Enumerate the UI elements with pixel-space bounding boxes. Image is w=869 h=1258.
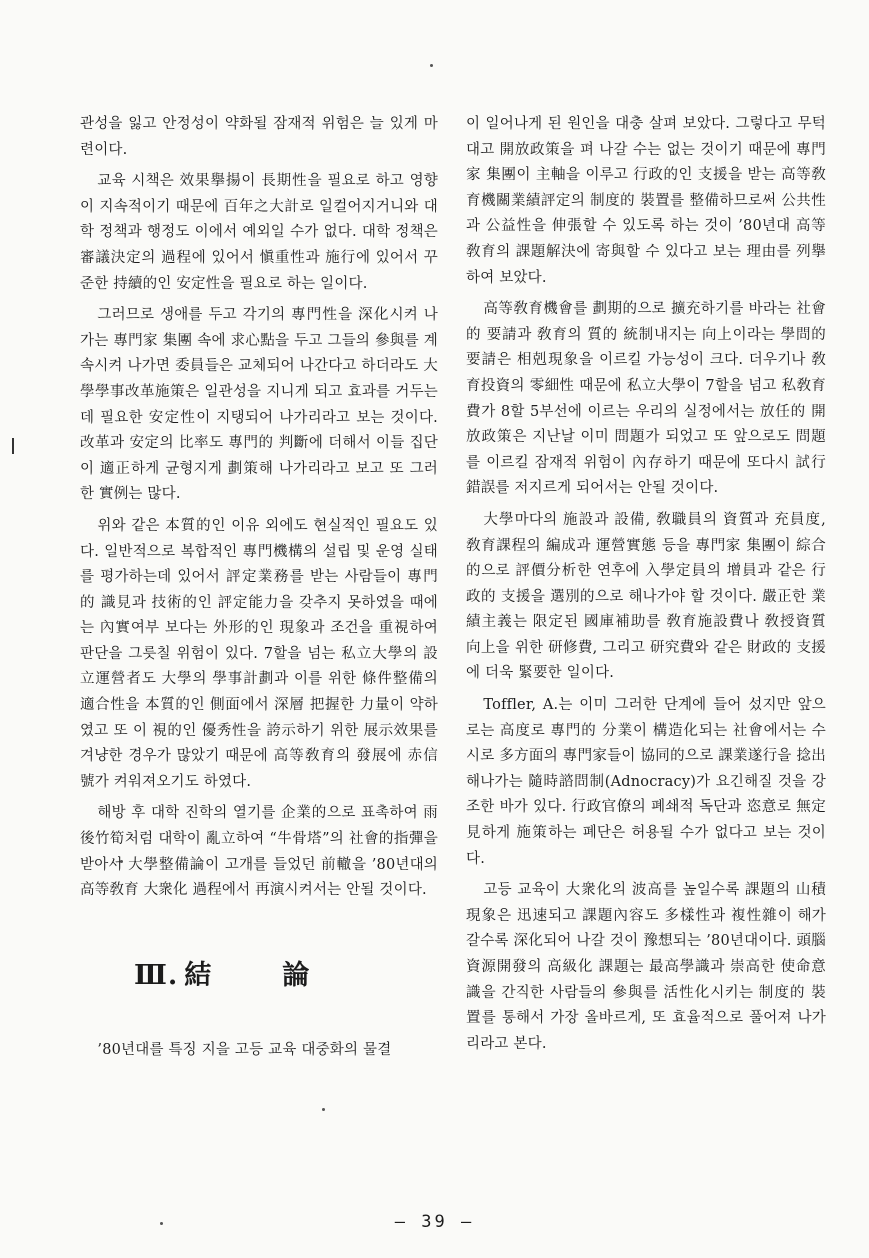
scan-speck bbox=[430, 64, 433, 67]
paragraph: 大學마다의 施設과 設備, 敎職員의 資質과 充員度, 敎育課程의 編成과 運營實態 등을 專門家 集團이 綜合的으로 評價分析한 연후에 入學定員의 增員과 같은 行政的 支援을 選別的으로 해나가야 할 것이다. 嚴正한 業績主義는 限定된 國庫補助를 敎育施設費나 敎授資質 向上을 위한 研修費, 그리고 研究費와 같은 財政的 支援에 더욱 緊要한 일이다. bbox=[466, 511, 826, 682]
paragraph: 그러므로 생애를 두고 각기의 專門性을 深化시켜 나가는 專門家 集團 속에 求心點을 두고 그들의 參與를 계속시켜 나가면 委員들은 교체되어 나간다고 하더라도 大學學事改革施策은 일관성을 지니게 되고 효과를 거두는데 필요한 安定性이 지탱되어 나가리라고 보는 것이다. 改革과 安定의 比率도 專門的 判斷에 더해서 이들 집단이 適正하게 균형지게 劃策해 나가리라고 보고 또 그러한 實例는 많다. bbox=[80, 307, 438, 503]
right-column bbox=[466, 112, 826, 1063]
paragraph: 이 일어나게 된 원인을 대충 살펴 보았다. 그렇다고 무턱대고 開放政策을 펴 나갈 수는 없는 것이기 때문에 專門家 集團이 主軸을 이루고 行政的인 支援을 받는 高等敎育機關業績評定의 制度的 裝置를 整備하므로써 公共性과 公益性을 伸張할 수 있도록 하는 것이 ’80년대 高等敎育의 課題解決에 寄與할 수 있다고 보는 理由를 列擧하여 보았다. bbox=[466, 116, 826, 286]
scan-margin-mark bbox=[12, 438, 14, 454]
left-column bbox=[80, 112, 438, 1069]
section-number: Ⅲ. bbox=[134, 959, 179, 991]
paragraph: 高等敎育機會를 劃期的으로 擴充하기를 바라는 社會的 要請과 敎育의 質的 統制내지는 向上이라는 學問的 要請은 相剋現象을 이르킬 가능성이 크다. 더우기나 敎育投資의 零細性 때문에 私立大學이 7할을 넘고 私敎育費가 8할 5부선에 이르는 우리의 실정에서는 放任的 開放政策은 지난날 이미 問題가 되었고 또 앞으로도 問題를 이르킬 잠재적 위험이 內存하기 때문에 또다시 試行錯誤를 저지르게 되어서는 안될 것이다. bbox=[466, 301, 826, 497]
section-title-part1: 結 bbox=[184, 959, 213, 991]
closing-line: ’80년대를 특징 지을 고등 교육 대중화의 물결 bbox=[97, 1041, 392, 1058]
paragraph: 교육 시책은 效果擧揚이 長期性을 필요로 하고 영향이 지속적이기 때문에 百年之大計로 일컬어지거니와 대학 정책과 행정도 이에서 예외일 수가 없다. 대학 정책은 審議決定의 過程에 있어서 愼重性과 施行에 있어서 꾸준한 持續的인 安定性을 필요로 하는 일이다. bbox=[80, 173, 438, 292]
paragraph: 관성을 잃고 안정성이 약화될 잠재적 위험은 늘 있게 마련이다. bbox=[80, 116, 438, 158]
paragraph: 위와 같은 本質的인 이유 외에도 현실적인 필요도 있다. 일반적으로 복합적인 專門機構의 설립 및 운영 실태를 평가하는데 있어서 評定業務를 받는 사람들이 專門的 識見과 技術的인 評定能力을 갖추지 못하였을 때에는 內實여부 보다는 外形的인 現象과 조건을 重視하여 판단을 그릇칠 위험이 있다. 7할을 넘는 私立大學의 設立運營者도 大學의 學事計劃과 이를 위한 條件整備의 適合性을 本質的인 側面에서 深層 把握한 力量이 약하였고 또 이 視的인 優秀性을 誇示하기 위한 展示效果를 겨냥한 경우가 많았기 때문에 高等敎育의 發展에 赤信號가 켜워져오기도 하였다. bbox=[80, 517, 438, 790]
section-heading bbox=[134, 958, 438, 994]
paragraph: 고등 교육이 大衆化의 波高를 높일수록 課題의 山積現象은 迅速되고 課題內容도 多樣性과 複性雜이 해가 갈수록 深化되어 나갈 것이 豫想되는 ’80년대이다. 頭腦資源開發의 高級化 課題는 最高學識과 崇高한 使命意識을 간직한 사람들의 參與를 活性化시키는 制度的 裝置를 통해서 가장 올바르게, 또 효율적으로 풀어져 나가리라고 본다. bbox=[466, 882, 826, 1052]
scan-speck bbox=[322, 1108, 325, 1111]
paragraph: 해방 후 대학 진학의 열기를 企業的으로 표촉하여 雨後竹筍처럼 대학이 亂立하여 “牛骨塔”의 社會的指彈을 받아서 大學整備論이 고개를 들었던 前轍을 ’80년대의 高等敎育 大衆化 過程에서 再演시켜서는 안될 것이다. bbox=[80, 805, 438, 899]
paragraph: Toffler, A.는 이미 그러한 단계에 들어 섰지만 앞으로는 高度로 專門的 分業이 構造化되는 社會에서는 수시로 多方面의 專門家들이 協同的으로 課業遂行을 捻出해나가는 隨時諮問制(Adnocracy)가 요긴해질 것을 강조한 바가 있다. 行政官僚의 폐쇄적 독단과 恣意로 無定見하게 施策하는 폐단은 허용될 수가 없다고 보는 것이다. bbox=[466, 697, 826, 867]
page-number: — 39 — bbox=[394, 1212, 475, 1232]
section-title-part2: 論 bbox=[282, 959, 311, 991]
